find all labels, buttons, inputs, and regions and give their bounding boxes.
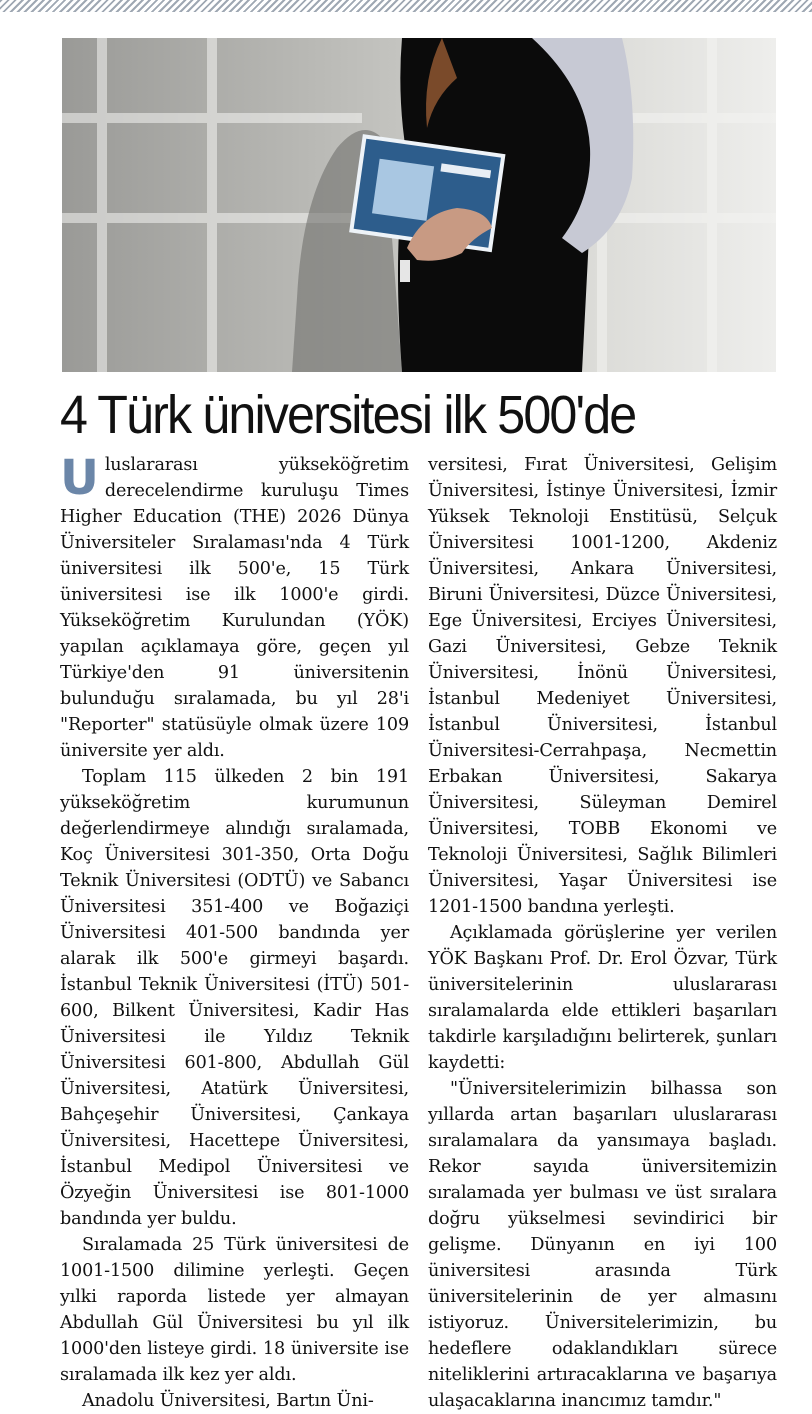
paragraph-3: Sıralamada 25 Türk üniversitesi de 1001-1500 dilimine yerleşti. Geçen yılki raporda listede yer almayan Abdullah Gül Üniversitesi bu yıl ilk 1000'den listeye girdi. 18 üniversite ise sıralamada ilk kez yer aldı. — [60, 1235, 409, 1385]
top-hatch-border — [0, 0, 812, 12]
paragraph-4-start: Anadolu Üniversitesi, Bartın Üni- — [82, 1391, 374, 1411]
woman-holding-book-photo — [62, 38, 776, 372]
quote-paragraph: "Üniversitelerimizin bilhassa son yıllarda artan başarıları uluslararası sıralamalara da yansımaya başladı. Rekor sayıda üniversitemizin sıralamada yer bulması ve üst sıralara doğru yükselmesi sevindirici bir gelişme. Dünyanın en iyi 100 üniversitesi arasında Türk üniversitelerinin de yer almasını istiyoruz. Üniversitelerimizin, bu hedeflere odaklandıkları sürece niteliklerini artıracaklarına ve başarıya ulaşacaklarına inancımız tamdır." — [428, 1079, 777, 1411]
paragraph-5: Açıklamada görüşlerine yer verilen YÖK Başkanı Prof. Dr. Erol Özvar, Türk üniversitelerinin uluslararası sıralamalarda elde ettikleri başarıları takdirle karşıladığını belirterek, şunları kaydetti: — [428, 923, 777, 1073]
paragraph-4-continued: versitesi, Fırat Üniversitesi, Gelişim Üniversitesi, İstinye Üniversitesi, İzmir Yüksek Teknoloji Enstitüsü, Selçuk Üniversitesi 1001-1200, Akdeniz Üniversitesi, Ankara Üniversitesi, Biruni Üniversitesi, Düzce Üniversitesi, Ege Üniversitesi, Erciyes Üniversitesi, Gazi Üniversitesi, Gebze Teknik Üniversitesi, İnönü Üniversitesi, İstanbul Medeniyet Üniversitesi, İstanbul Üniversitesi, İstanbul Üniversitesi-Cerrahpaşa, Necmettin Erbakan Üniversitesi, Sakarya Üniversitesi, Süleyman Demirel Üniversitesi, TOBB Ekonomi ve Teknoloji Üniversitesi, Sağlık Bilimleri Üniversitesi, Yaşar Üniversitesi ise 1201-1500 bandına yerleşti. — [428, 455, 777, 917]
paragraph-2: Toplam 115 ülkeden 2 bin 191 yükseköğretim kurumunun değerlendirmeye alındığı sıralamada, Koç Üniversitesi 301-350, Orta Doğu Teknik Üniversitesi (ODTÜ) ve Sabancı Üniversitesi 351-400 ve Boğaziçi Üniversitesi 401-500 bandında yer alarak ilk 500'e girmeyi başardı. İstanbul Teknik Üniversitesi (İTÜ) 501-600, Bilkent Üniversitesi, Kadir Has Üniversitesi ile Yıldız Teknik Üniversitesi 601-800, Abdullah Gül Üniversitesi, Atatürk Üniversitesi, Bahçeşehir Üniversitesi, Çankaya Üniversitesi, Hacettepe Üniversitesi, İstanbul Medipol Üniversitesi ve Özyeğin Üniversitesi ise 801-1000 bandında yer buldu. — [60, 767, 409, 1229]
article-column-left — [60, 452, 409, 1414]
paragraph-1 — [60, 452, 409, 764]
headline: 4 Türk üniversitesi ilk 500'de — [60, 385, 636, 445]
article-column-right — [428, 452, 777, 1414]
drop-cap: U — [60, 450, 99, 506]
paragraph-1-text: luslararası yükseköğretim derecelendirme kuruluşu Times Higher Education (THE) 2026 Dünya Üniversiteler Sıralaması'nda 4 Türk üniversitesi ilk 500'e, 15 Türk üniversitesi ise ilk 1000'e girdi. Yükseköğretim Kurulundan (YÖK) yapılan açıklamaya göre, geçen yıl Türkiye'den 91 üniversitenin bulunduğu sıralamada, bu yıl 28'i "Reporter" statüsüyle olmak üzere 109 üniversite yer aldı. — [60, 455, 409, 761]
article-photo — [62, 38, 776, 372]
